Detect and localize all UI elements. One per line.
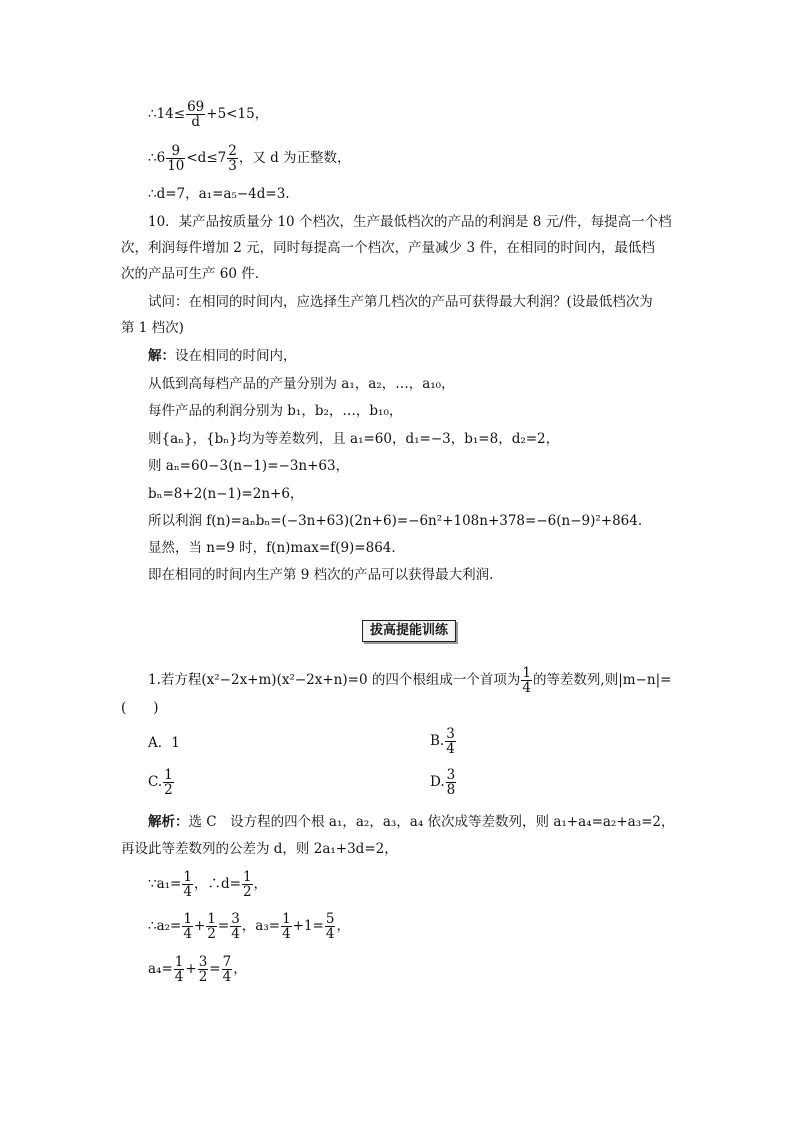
solution-line: 每件产品的利润分别为 b₁，b₂，…，b₁₀， [148,403,403,419]
option-b [430,727,457,756]
text: C. [148,774,163,791]
numerator: 1 [207,911,216,927]
text: ∴6 [148,150,166,167]
analysis-label: 解析： [148,814,189,830]
denominator: 4 [231,926,240,943]
line-inequality-2 [148,144,351,173]
text: ， [233,961,247,978]
numerator: 3 [446,726,455,742]
numerator: 9 [166,144,185,159]
text: 设在相同的时间内， [175,348,297,364]
numerator: 1 [282,911,291,927]
line-inequality-1 [148,100,268,129]
text: + [185,961,197,978]
text: ∵a₁= [148,876,182,893]
text: 1.若方程(x²−2x+m)(x²−2x+n)=0 的四个根组成一个首项为 [148,672,521,689]
text: <d≤7 [186,150,227,167]
numerator: 3 [198,954,208,970]
denominator: 4 [183,884,192,901]
answer-bracket: ( ) [121,700,159,716]
option-d [430,768,457,797]
solution-line: 所以利润 f(n)=aₙbₙ=(−3n+63)(2n+6)=−6n²+108n+378=−6(n−9)²+864. [148,513,643,529]
solution-line: 则{aₙ}，{bₙ}均为等差数列，且 a₁=60，d₁=−3，b₁=8，d₂=2， [148,431,560,447]
denominator: 8 [446,782,456,799]
fraction [446,768,457,797]
fraction [166,144,185,173]
text: 的等差数列,则|m−n|= [532,672,672,689]
solution-label: 解： [148,348,175,364]
numerator: 1 [183,911,192,927]
numerator: 3 [446,767,456,783]
numerator: 1 [164,767,173,783]
text: = [217,918,230,935]
fraction [186,100,205,129]
analysis-line-4 [148,912,350,941]
numerator: 7 [222,954,232,970]
option-a: A．1 [148,735,180,751]
section-title-box: 拔高提能训练 [362,620,456,642]
denominator: 4 [446,741,455,758]
denominator: 4 [282,926,291,943]
analysis-line-3 [148,870,267,899]
numerator: 1 [183,869,192,885]
fraction [230,912,241,941]
fraction [521,666,532,695]
text: ， [336,918,350,935]
problem-10-line-3: 次的产品可生产 60 件． [121,266,269,282]
text: B. [430,733,445,750]
denominator: 2 [164,782,173,799]
fraction [174,955,185,984]
text: D. [430,774,445,791]
numerator: 1 [522,665,531,681]
fraction [445,727,456,756]
fraction [163,768,174,797]
text: +5<15， [206,106,269,123]
numerator: 5 [325,911,335,927]
fraction [182,912,193,941]
fraction [325,912,336,941]
problem-10-line-5: 第 1 档次) [121,320,184,336]
text: 选 C 设方程的四个根 a₁，a₂，a₃，a₄ 依次成等差数列，则 a₁+a₄=a₂+a₃=2， [188,814,675,830]
solution-conclusion: 即在相同的时间内生产第 9 档次的产品可以获得最大利润. [148,567,494,583]
denominator: d [191,114,201,131]
denominator: 4 [325,926,335,943]
question-1 [148,666,671,695]
denominator: 2 [242,884,252,901]
option-c [148,768,175,797]
numerator: 3 [231,911,240,927]
solution-line: 则 aₙ=60−3(n−1)=−3n+63， [148,458,350,474]
fraction [242,870,253,899]
analysis-line-2: 再设此等差数列的公差为 d，则 2a₁+3d=2， [121,841,398,857]
text: ∴14≤ [148,106,186,123]
solution-line: 从低到高每档产品的产量分别为 a₁，a₂，…，a₁₀， [148,376,455,392]
denominator: 4 [174,969,184,986]
denominator: 3 [228,158,237,175]
numerator: 1 [174,954,184,970]
solution-line: 显然，当 n=9 时，f(n)max=f(9)=864. [148,540,396,556]
analysis-line-1 [148,816,675,830]
denominator: 4 [183,926,192,943]
text: ，∴d= [193,876,241,893]
numerator: 69 [187,99,205,115]
solution-start [148,350,297,364]
numerator: 1 [242,869,252,885]
numerator: 2 [228,143,237,159]
fraction [206,912,217,941]
denominator: 2 [207,926,216,943]
fraction [182,870,193,899]
text: ∴a₂= [148,918,182,935]
denominator: 4 [522,680,531,697]
text: + [193,918,206,935]
problem-10-line-1: 10．某产品按质量分 10 个档次，生产最低档次的产品的利润是 8 元/件，每提高一个档 [148,214,672,230]
line-result: ∴d=7，a₁=a₅−4d=3. [148,186,290,202]
text: = [209,961,221,978]
text: ， [253,876,268,893]
text: +1= [292,918,324,935]
text: a₄= [148,961,173,978]
fraction [227,144,238,173]
problem-10-line-4: 试问：在相同的时间内，应选择生产第几档次的产品可获得最大利润？(设最低档次为 [148,294,653,310]
analysis-line-5 [148,955,247,984]
denominator: 2 [198,969,208,986]
fraction [222,955,233,984]
denominator: 10 [167,158,185,175]
text: ，又 d 为正整数， [238,150,351,167]
solution-line: bₙ=8+2(n−1)=2n+6， [148,486,304,502]
text: ，a₃= [241,918,281,935]
problem-10-line-2: 次，利润每件增加 2 元，同时每提高一个档次，产量减少 3 件，在相同的时间内，最低档 [121,240,655,256]
denominator: 4 [222,969,232,986]
fraction [198,955,209,984]
fraction [281,912,292,941]
